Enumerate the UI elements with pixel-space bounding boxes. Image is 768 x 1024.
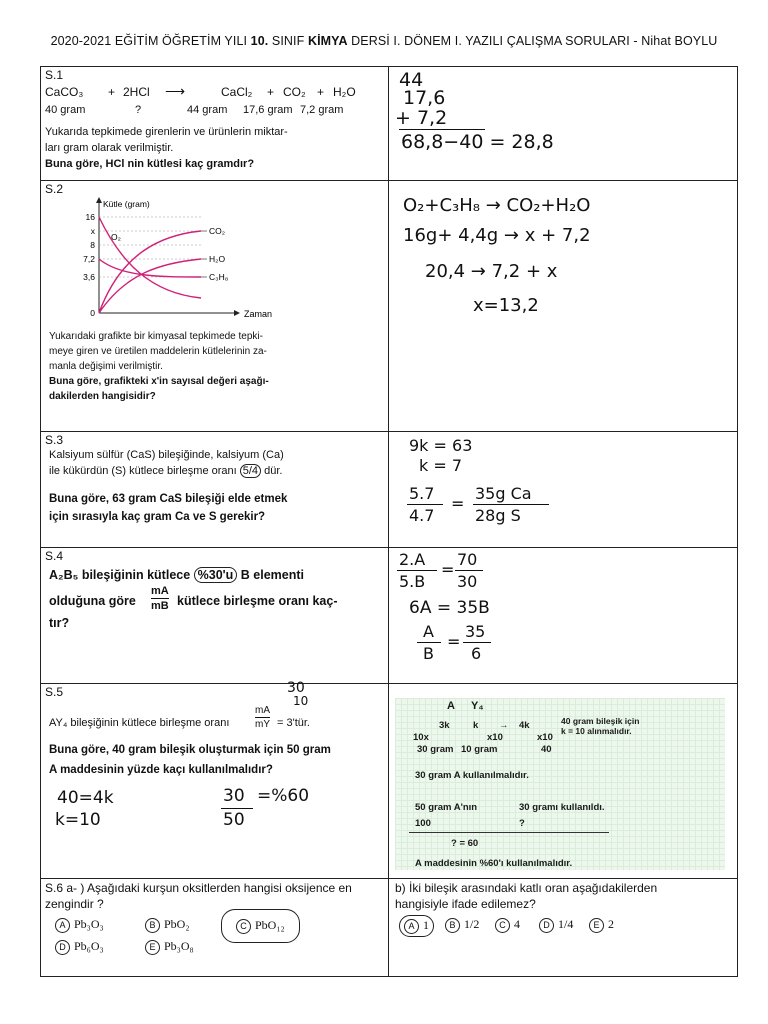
q3-question-2: için sırasıyla kaç gram Ca ve S gerekir? <box>49 511 266 524</box>
q6b-text-1: b) İki bileşik arasındaki katlı oran aşağıdakilerden <box>395 881 658 895</box>
q5-sol-30g: 30 gram <box>417 744 454 755</box>
q6a-option-c-selected[interactable] <box>221 909 300 943</box>
q6-number: S.6 <box>45 881 64 895</box>
q2-question-2: dakilerden hangisidir? <box>49 391 156 402</box>
q5-frac-numerator: mA <box>255 705 270 716</box>
q1-plus: + <box>267 85 275 99</box>
q3-equals: = <box>451 494 465 513</box>
q4-frac-denominator: mB <box>151 600 169 613</box>
q3-answer-line-1: 9k = 63 <box>409 436 473 455</box>
q3-answer-line-2: k = 7 <box>419 456 463 475</box>
q4-ans-n2: 70 <box>457 550 478 569</box>
q4-ans-line-2: 6A = 35B <box>409 598 490 618</box>
q6b-option-d-letter: D <box>539 918 554 933</box>
q3-fraction-bar-2 <box>473 504 549 505</box>
q1-text-2: ları gram olarak verilmiştir. <box>45 141 174 154</box>
q3-answer-num: 5.7 <box>409 484 435 503</box>
q2-chart-ytick: x <box>90 226 95 236</box>
q2-question-1: Buna göre, grafikteki x'in sayısal değeri aşağı- <box>49 376 269 387</box>
q5-hand-frac-num: 30 <box>223 786 245 806</box>
q3-answer-s: 28g S <box>475 506 521 525</box>
q5-frac-denominator: mY <box>255 719 270 730</box>
q4-ans-d4: 6 <box>471 644 482 663</box>
q5-hand-result: =%60 <box>257 786 310 806</box>
q4-ans-d2: 30 <box>457 572 478 591</box>
q2-curve-o2 <box>99 217 201 298</box>
q2-chart-ytick: 16 <box>85 212 95 222</box>
q3-text-2: ile kükürdün (S) kütlece birleşme oranı <box>49 464 240 477</box>
q5-hand-top-1: 30 <box>287 680 305 696</box>
q4-text-1: A₂B₅ bileşiğinin kütlece <box>49 568 194 582</box>
worksheet-table <box>40 66 738 977</box>
q6a-option-a-label: Pb₃O₃ <box>74 917 104 931</box>
q2-chart-ytick: 3,6 <box>83 272 95 282</box>
q6a-option-d-letter: D <box>55 940 70 955</box>
q1-product-3: H₂O <box>333 85 356 99</box>
q6a-option-c-label: PbO₁₂ <box>255 918 285 932</box>
q4-ans-d1: 5.B <box>399 572 426 591</box>
q4-percentage: %30'u <box>194 567 238 583</box>
q6b-option-c[interactable] <box>495 917 520 933</box>
q2-answer-cell <box>389 181 738 432</box>
q4-text-3: tır? <box>49 616 70 630</box>
q2-series-label: H₂O <box>209 254 226 264</box>
q5-sol-10g: 10 gram <box>461 744 498 755</box>
q1-sum-line <box>399 129 485 130</box>
q1-answer-line-2: 17,6 <box>403 87 446 109</box>
q5-question-1: Buna göre, 40 gram bileşik oluşturmak için 50 gram <box>49 744 331 756</box>
q1-answer-cell <box>389 67 738 181</box>
q5-sol-3k: 3k <box>439 720 450 731</box>
q5-question-2: A maddesinin yüzde kaçı kullanılmalıdır? <box>49 764 273 777</box>
q1-product-2: CO₂ <box>283 85 306 99</box>
q4-bar-4 <box>463 642 491 643</box>
q3-question-1: Buna göre, 63 gram CaS bileşiği elde etmek <box>49 493 288 505</box>
q6a-option-e-letter: E <box>145 940 160 955</box>
q3-text-2b: dür. <box>261 464 283 477</box>
q4-frac-numerator: mA <box>151 585 169 597</box>
q2-curve-c3h8 <box>99 259 201 277</box>
q1-arrow: ⟶ <box>165 83 186 99</box>
q6a-option-d[interactable] <box>55 939 104 955</box>
q5-sol-note-2: k = 10 alınmalıdır. <box>561 726 632 736</box>
q1-answer-line-1: 44 <box>399 69 424 91</box>
q6b-cell <box>389 879 738 977</box>
q4-text-1b: B elementi <box>237 568 304 582</box>
q5-hand-top-2: 10 <box>293 694 309 708</box>
q4-bar-2 <box>455 570 483 571</box>
q2-text-1: Yukarıdaki grafikte bir kimyasal tepkimede tepki- <box>49 331 263 342</box>
q1-mass-3: 44 gram <box>187 104 228 116</box>
q1-mass-1: 40 gram <box>45 104 86 116</box>
q6a-option-a[interactable] <box>55 917 104 933</box>
q1-answer-line-3: + 7,2 <box>395 107 448 129</box>
q1-mass-5: 7,2 gram <box>300 104 344 116</box>
q1-mass-4: 17,6 gram <box>243 104 293 116</box>
q6b-option-c-label: 4 <box>514 917 520 931</box>
q4-equals-2: = <box>447 632 461 651</box>
q5-hand-line-2: k=10 <box>55 810 101 830</box>
q5-number: S.5 <box>45 685 64 699</box>
q4-bar-3 <box>417 642 441 643</box>
q3-ratio: 5/4 <box>240 464 261 478</box>
q6b-option-b-letter: B <box>445 918 460 933</box>
q6b-option-c-letter: C <box>495 918 510 933</box>
q6a-text-2: zengindir ? <box>45 897 104 912</box>
q5-solution-panel <box>395 698 725 870</box>
q6a-option-d-label: Pb₆O₃ <box>74 939 104 953</box>
q6b-option-e-label: 2 <box>608 917 614 931</box>
q2-answer-line-3: 20,4 → 7,2 + x <box>425 261 558 282</box>
q2-series-label: O₂ <box>111 232 121 242</box>
q6b-option-e[interactable] <box>589 917 614 933</box>
q4-ans-d3: B <box>423 644 434 663</box>
q5-text-1b: = 3'tür. <box>277 717 310 729</box>
q3-answer-cell <box>389 432 738 548</box>
q5-sol-r2a: 100 <box>415 818 431 829</box>
q5-text-1: AY₄ bileşiğinin kütlece birleşme oranı <box>49 717 230 729</box>
q6a-text-1: a- ) Aşağıdaki kurşun oksitlerden hangisi oksijence en <box>63 881 352 895</box>
q1-reactant-1: CaCO₃ <box>45 85 84 99</box>
page-header <box>0 34 768 48</box>
q5-sol-k: k <box>473 720 479 731</box>
q2-cell <box>41 181 389 432</box>
q6a-option-b-letter: B <box>145 918 160 933</box>
q2-chart-ytick: 0 <box>90 308 95 318</box>
q3-fraction-bar <box>407 504 443 505</box>
q6a-option-c-letter: C <box>236 919 251 934</box>
q1-plus: + <box>317 85 325 99</box>
q5-hand-frac-den: 50 <box>223 810 245 830</box>
q5-sol-use: 30 gram A kullanılmalıdır. <box>415 770 529 781</box>
q5-sol-r1a: 50 gram A'nın <box>415 802 478 813</box>
q3-cell <box>41 432 389 548</box>
q1-text-1: Yukarıda tepkimede girenlerin ve ürünlerin miktar- <box>45 126 288 138</box>
q4-cell <box>41 548 389 684</box>
q2-answer-line-2: 16g+ 4,4g → x + 7,2 <box>403 225 591 246</box>
q4-ans-n1: 2.A <box>399 550 426 569</box>
q6a-option-a-letter: A <box>55 918 70 933</box>
q1-reactant-2: 2HCl <box>123 85 150 99</box>
q2-chart-ytick: 7,2 <box>83 254 95 264</box>
q2-chart-xaxis-arrow <box>234 310 240 316</box>
q6b-option-e-letter: E <box>589 918 604 933</box>
q6a-option-e-label: Pb₃O₈ <box>164 939 194 953</box>
q4-text-2: olduğuna göre <box>49 594 136 608</box>
q5-sol-eq: ? = 60 <box>451 838 479 849</box>
q5-sol-x10-c: x10 <box>537 732 553 743</box>
q2-mass-time-chart <box>41 193 371 323</box>
q4-answer-cell <box>389 548 738 684</box>
header-class: SINIF <box>268 34 308 48</box>
q3-number: S.3 <box>45 433 64 447</box>
q5-sol-Y4: Y₄ <box>471 700 484 712</box>
q1-question: Buna göre, HCl nin kütlesi kaç gramdır? <box>45 157 255 170</box>
header-subject: KİMYA <box>307 34 348 48</box>
q2-text-2: meye giren ve üretilen maddelerin kütlelerinin za- <box>49 346 267 357</box>
q6b-text-2: hangisiyle ifade edilemez? <box>395 897 536 912</box>
q2-answer-line-1: O₂+C₃H₈ → CO₂+H₂O <box>403 195 591 216</box>
header-rest: DERSİ I. DÖNEM I. YAZILI ÇALIŞMA SORULARI - Nihat BOYLU <box>347 34 718 48</box>
q1-mass-2: ? <box>135 104 142 116</box>
q2-number: S.2 <box>45 182 64 196</box>
q6a-option-b[interactable] <box>145 917 190 933</box>
q5-sol-x10-a: 10x <box>413 732 429 743</box>
q4-equals: = <box>441 560 455 579</box>
q6b-option-b-label: 1/2 <box>464 917 480 931</box>
q5-sol-40: 40 <box>541 744 552 755</box>
q3-answer-ca: 35g Ca <box>475 484 532 503</box>
q1-answer-line-4: 68,8−40 = 28,8 <box>401 131 554 153</box>
q6b-option-a-selected[interactable] <box>399 915 434 937</box>
q6a-cell <box>41 879 389 977</box>
q5-sol-r2b: ? <box>519 818 525 829</box>
q6b-option-d[interactable] <box>539 917 573 933</box>
q2-chart-ylabel: Kütle (gram) <box>103 199 150 209</box>
q6b-option-a-letter: A <box>404 919 419 934</box>
q6b-option-d-label: 1/4 <box>558 917 574 931</box>
q2-chart-xlabel: Zaman <box>244 309 273 319</box>
q5-sol-line <box>409 832 609 833</box>
q5-sol-A: A <box>447 700 455 712</box>
q6a-option-e[interactable] <box>145 939 194 955</box>
header-year: 2020-2021 EĞİTİM ÖĞRETİM YILI <box>50 34 251 48</box>
q2-chart-yaxis-arrow <box>96 197 102 203</box>
q2-text-3: manla değişimi verilmiştir. <box>49 361 163 372</box>
q5-sol-r1b: 30 gramı kullanıldı. <box>519 802 605 813</box>
q5-sol-x10-b: x10 <box>487 732 503 743</box>
q6a-option-b-label: PbO₂ <box>164 917 190 931</box>
q6b-option-a-label: 1 <box>423 918 429 932</box>
q6b-option-b[interactable] <box>445 917 479 933</box>
q2-series-label: CO₂ <box>209 226 226 236</box>
q3-answer-den: 4.7 <box>409 506 435 525</box>
q4-ans-n3: A <box>423 622 434 641</box>
q5-hand-line-1: 40=4k <box>57 788 114 808</box>
q4-text-2b: kütlece birleşme oranı kaç- <box>177 594 338 608</box>
q3-text-1: Kalsiyum sülfür (CaS) bileşiğinde, kalsiyum (Ca) <box>49 449 284 461</box>
q4-bar-1 <box>397 570 437 571</box>
q5-solution-cell <box>389 684 738 879</box>
q1-product-1: CaCl₂ <box>221 85 253 99</box>
q5-sol-arrow: → <box>499 720 509 731</box>
q1-plus: + <box>108 85 116 99</box>
q1-number: S.1 <box>45 68 64 82</box>
q2-answer-line-4: x=13,2 <box>473 295 539 316</box>
q4-number: S.4 <box>45 549 64 563</box>
q2-chart-ytick: 8 <box>90 240 95 250</box>
header-grade: 10. <box>250 34 269 48</box>
q5-cell <box>41 680 389 879</box>
q1-cell <box>41 67 389 181</box>
q5-sol-4k: 4k <box>519 720 530 731</box>
q2-series-label: C₃H₈ <box>209 272 229 282</box>
q5-hand-bar <box>221 808 253 809</box>
q4-ans-n4: 35 <box>465 622 486 641</box>
q5-sol-note-1: 40 gram bileşik için <box>561 716 640 726</box>
q5-sol-final: A maddesinin %60'ı kullanılmalıdır. <box>415 858 573 869</box>
